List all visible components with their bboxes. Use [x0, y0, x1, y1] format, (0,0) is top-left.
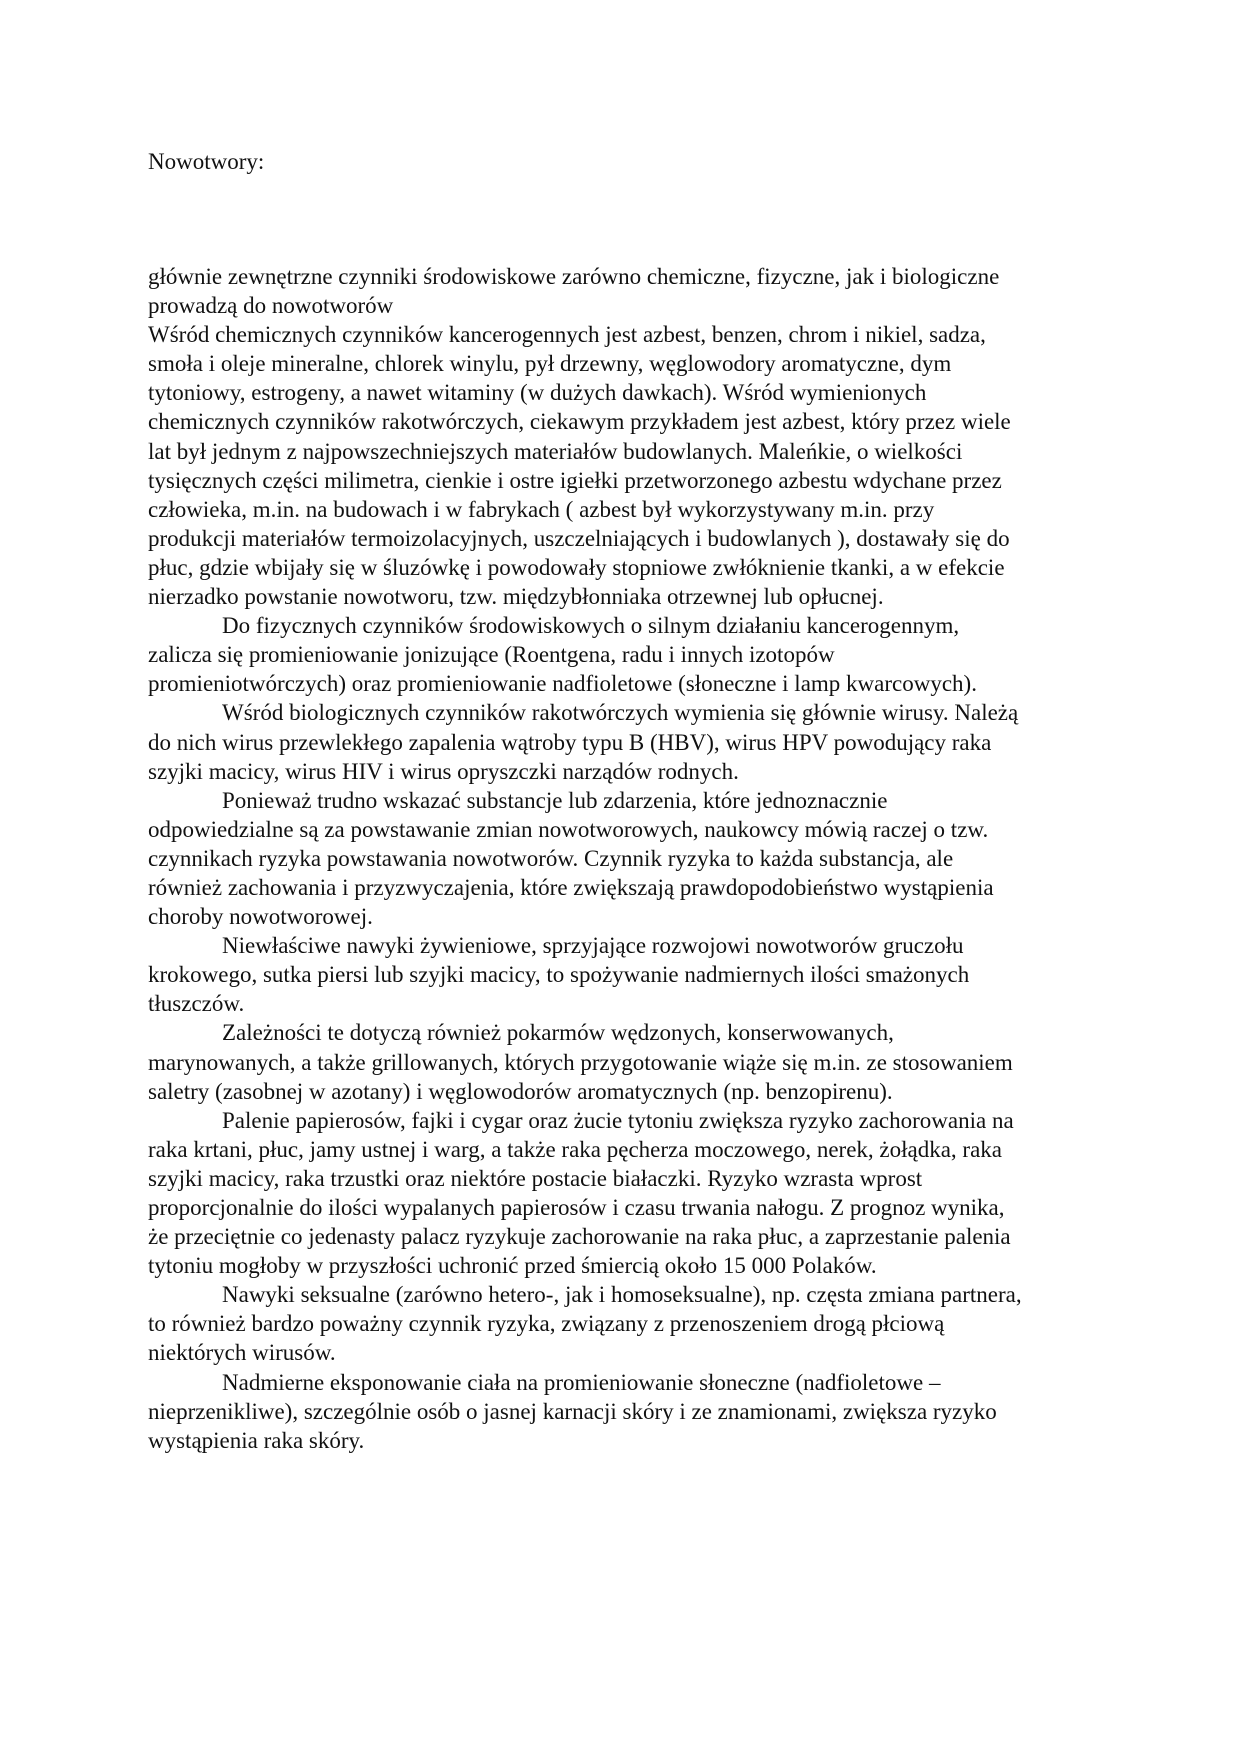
text-line: szyjki macicy, raka trzustki oraz niektóre postacie białaczki. Ryzyko wzrasta wprost: [148, 1165, 923, 1191]
text-line: że przeciętnie co jedenasty palacz ryzykuje zachorowanie na raka płuc, a zaprzestanie palenia: [148, 1224, 1011, 1250]
text-line: do nich wirus przewlekłego zapalenia wątroby typu B (HBV), wirus HPV powodujący raka: [148, 729, 992, 755]
text-line: raka krtani, płuc, jamy ustnej i warg, a także raka pęcherza moczowego, nerek, żołądka, raka: [148, 1136, 1002, 1162]
text-line: Zależności te dotyczą również pokarmów wędzonych, konserwowanych,: [222, 1020, 894, 1046]
text-line: odpowiedzialne są za powstawanie zmian nowotworowych, naukowcy mówią raczej o tzw.: [148, 816, 989, 842]
text-line: czynnikach ryzyka powstawania nowotworów. Czynnik ryzyka to każda substancja, ale: [148, 845, 954, 871]
text-line: marynowanych, a także grillowanych, których przygotowanie wiąże się m.in. ze stosowaniem: [148, 1049, 1013, 1075]
text-line: krokowego, sutka piersi lub szyjki macicy, to spożywanie nadmiernych ilości smażonych: [148, 962, 970, 988]
text-line: tysięcznych części milimetra, cienkie i ostre igiełki przetworzonego azbestu wdychane przez: [148, 467, 1002, 493]
text-line: Nadmierne eksponowanie ciała na promieniowanie słoneczne (nadfioletowe –: [222, 1369, 941, 1395]
text-line: zalicza się promieniowanie jonizujące (Roentgena, radu i innych izotopów: [148, 642, 835, 668]
text-line: szyjki macicy, wirus HIV i wirus opryszczki narządów rodnych.: [148, 758, 739, 784]
document-title: Nowotwory:: [148, 149, 265, 174]
text-line: promieniotwórczych) oraz promieniowanie nadfioletowe (słoneczne i lamp kwarcowych).: [148, 671, 977, 697]
text-line: produkcji materiałów termoizolacyjnych, uszczelniających i budowlanych ), dostawały się do: [148, 525, 1010, 551]
document-body: [148, 262, 1022, 1455]
text-line: nieprzenikliwe), szczególnie osób o jasnej karnacji skóry i ze znamionami, zwiększa ryzyko: [148, 1398, 997, 1424]
text-line: niektórych wirusów.: [148, 1340, 336, 1366]
text-line: Ponieważ trudno wskazać substancje lub zdarzenia, które jednoznacznie: [222, 787, 888, 813]
text-line: prowadzą do nowotworów: [148, 293, 394, 319]
text-line: tłuszczów.: [148, 991, 245, 1017]
text-line: Do fizycznych czynników środowiskowych o silnym działaniu kancerogennym,: [222, 613, 960, 639]
text-line: wystąpienia raka skóry.: [148, 1427, 365, 1453]
text-line: człowieka, m.in. na budowach i w fabrykach ( azbest był wykorzystywany m.in. przy: [148, 496, 935, 522]
text-line: chemicznych czynników rakotwórczych, ciekawym przykładem jest azbest, który przez wiele: [148, 409, 1011, 435]
text-line: proporcjonalnie do ilości wypalanych papierosów i czasu trwania nałogu. Z prognoz wynika,: [148, 1195, 1005, 1220]
text-line: Niewłaściwe nawyki żywieniowe, sprzyjające rozwojowi nowotworów gruczołu: [222, 933, 964, 959]
text-line: Nawyki seksualne (zarówno hetero-, jak i homoseksualne), np. częsta zmiana partnera,: [222, 1282, 1022, 1308]
text-line: głównie zewnętrzne czynniki środowiskowe zarówno chemiczne, fizyczne, jak i biologiczne: [148, 264, 1000, 289]
text-line: saletry (zasobnej w azotany) i węglowodorów aromatycznych (np. benzopirenu).: [148, 1078, 893, 1104]
text-line: tytoniu mogłoby w przyszłości uchronić przed śmiercią około 15 000 Polaków.: [148, 1253, 877, 1279]
text-line: Palenie papierosów, fajki i cygar oraz żucie tytoniu zwiększa ryzyko zachorowania na: [222, 1107, 1014, 1133]
text-line: to również bardzo poważny czynnik ryzyka, związany z przenoszeniem drogą płciową: [148, 1311, 945, 1337]
text-line: Wśród biologicznych czynników rakotwórczych wymienia się głównie wirusy. Należą: [222, 700, 1019, 726]
text-line: lat był jednym z najpowszechniejszych materiałów budowlanych. Maleńkie, o wielkości: [148, 438, 963, 464]
text-line: choroby nowotworowej.: [148, 904, 373, 930]
text-line: smoła i oleje mineralne, chlorek winylu, pył drzewny, węglowodory aromatyczne, dym: [148, 351, 952, 377]
text-line: tytoniowy, estrogeny, a nawet witaminy (w dużych dawkach). Wśród wymienionych: [148, 380, 927, 406]
text-line: płuc, gdzie wbijały się w śluzówkę i powodowały stopniowe zwłóknienie tkanki, a w efekcie: [148, 554, 1005, 580]
text-line: Wśród chemicznych czynników kancerogennych jest azbest, benzen, chrom i nikiel, sadza,: [148, 322, 986, 348]
text-line: nierzadko powstanie nowotworu, tzw. międzybłonniaka otrzewnej lub opłucnej.: [148, 584, 884, 610]
text-line: również zachowania i przyzwyczajenia, które zwiększają prawdopodobieństwo wystąpienia: [148, 874, 994, 900]
